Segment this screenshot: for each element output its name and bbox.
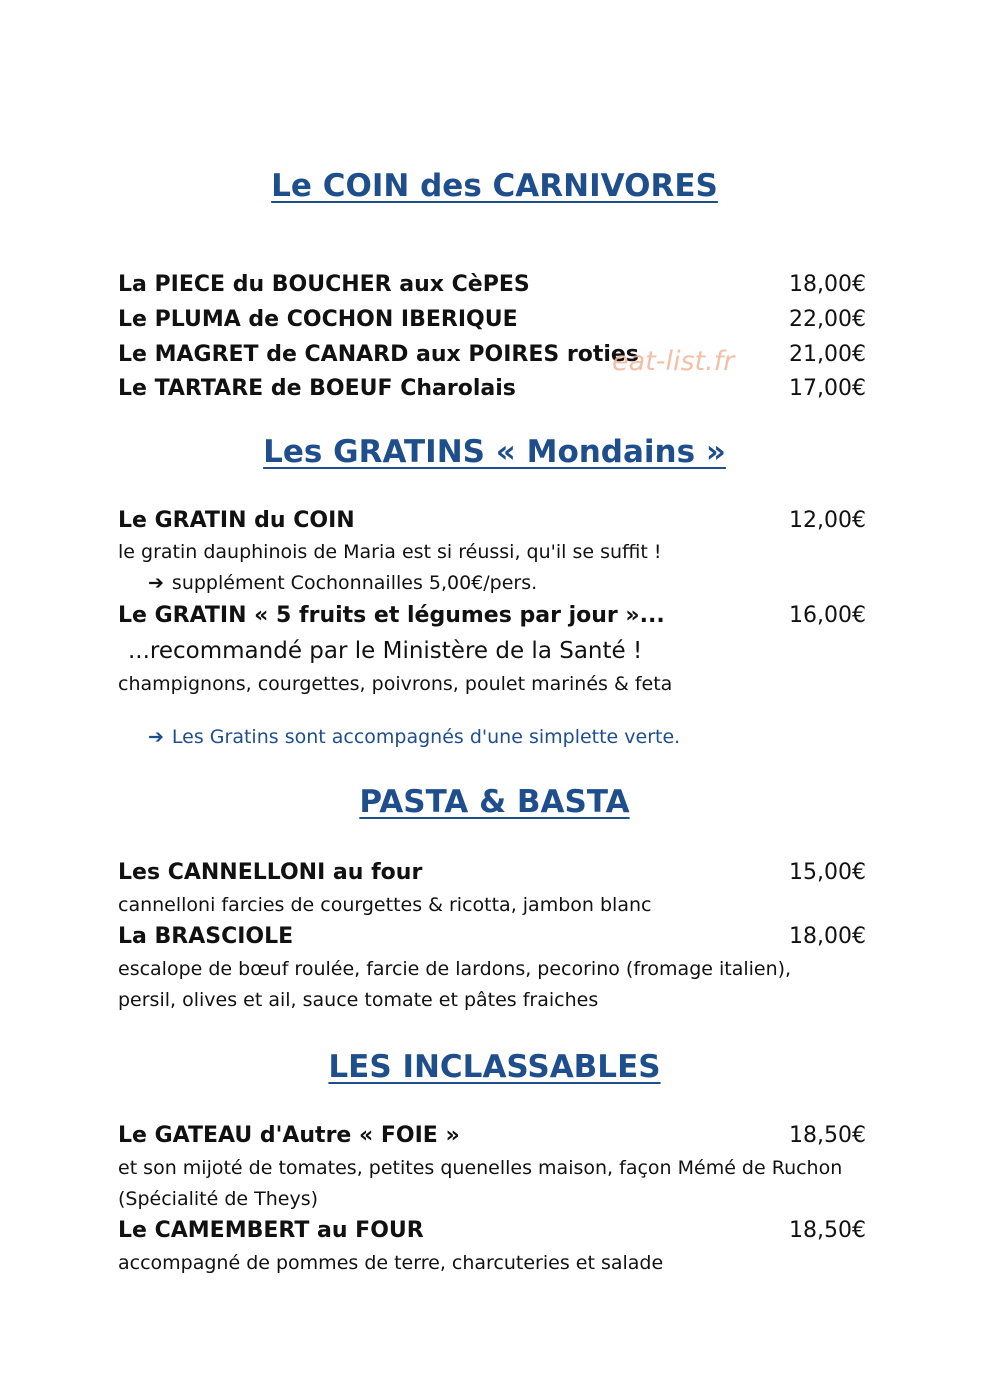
menu-item-name: Le MAGRET de CANARD aux POIRES roties — [118, 342, 639, 367]
menu-item-price: 22,00€ — [789, 307, 866, 332]
menu-item-description: accompagné de pommes de terre, charcuteries et salade — [118, 1252, 664, 1274]
right-arrow-icon: ➔ — [148, 572, 164, 594]
menu-item-description: (Spécialité de Theys) — [118, 1188, 319, 1210]
supplement-note — [148, 570, 537, 596]
menu-item-price: 18,00€ — [789, 272, 866, 297]
menu-item-price: 16,00€ — [789, 603, 866, 628]
menu-item-name: Le PLUMA de COCHON IBERIQUE — [118, 307, 518, 332]
menu-item-name: Le GRATIN du COIN — [118, 508, 355, 533]
menu-item-price: 18,00€ — [789, 924, 866, 949]
menu-item-price: 18,50€ — [789, 1218, 866, 1243]
menu-item-name: Les CANNELLONI au four — [118, 860, 423, 885]
supplement-text: supplément Cochonnailles 5,00€/pers. — [171, 572, 538, 594]
section-title-gratins: Les GRATINS « Mondains » — [263, 434, 726, 470]
menu-item-name: Le GATEAU d'Autre « FOIE » — [118, 1123, 460, 1148]
menu-item-price: 18,50€ — [789, 1123, 866, 1148]
menu-item-description: le gratin dauphinois de Maria est si réussi, qu'il se suffit ! — [118, 541, 662, 563]
menu-item-price: 12,00€ — [789, 508, 866, 533]
menu-item-description: cannelloni farcies de courgettes & ricotta, jambon blanc — [118, 894, 652, 916]
menu-item-name: Le TARTARE de BOEUF Charolais — [118, 376, 516, 401]
menu-item-price: 15,00€ — [789, 860, 866, 885]
section-title-carnivores: Le COIN des CARNIVORES — [271, 168, 718, 204]
menu-item-description: champignons, courgettes, poivrons, poulet marinés & feta — [118, 673, 673, 695]
menu-item-name: Le CAMEMBERT au FOUR — [118, 1218, 424, 1243]
gratins-note — [148, 724, 680, 750]
right-arrow-icon: ➔ — [148, 726, 164, 748]
menu-item-name: La PIECE du BOUCHER aux CèPES — [118, 272, 530, 297]
watermark: eat-list.fr — [612, 346, 735, 377]
menu-item-tagline: ...recommandé par le Ministère de la Santé ! — [128, 638, 643, 664]
gratins-note-text: Les Gratins sont accompagnés d'une simplette verte. — [171, 726, 681, 748]
menu-item-price: 21,00€ — [789, 342, 866, 367]
menu-item-price: 17,00€ — [789, 376, 866, 401]
menu-item-description: et son mijoté de tomates, petites quenelles maison, façon Mémé de Ruchon — [118, 1157, 843, 1179]
menu-item-name: Le GRATIN « 5 fruits et légumes par jour »... — [118, 603, 665, 628]
section-title-inclassables: LES INCLASSABLES — [328, 1049, 661, 1085]
menu-item-description: persil, olives et ail, sauce tomate et pâtes fraiches — [118, 989, 599, 1011]
menu-item-description: escalope de bœuf roulée, farcie de lardons, pecorino (fromage italien), — [118, 958, 792, 980]
menu-item-name: La BRASCIOLE — [118, 924, 294, 949]
section-title-pasta: PASTA & BASTA — [359, 784, 630, 820]
